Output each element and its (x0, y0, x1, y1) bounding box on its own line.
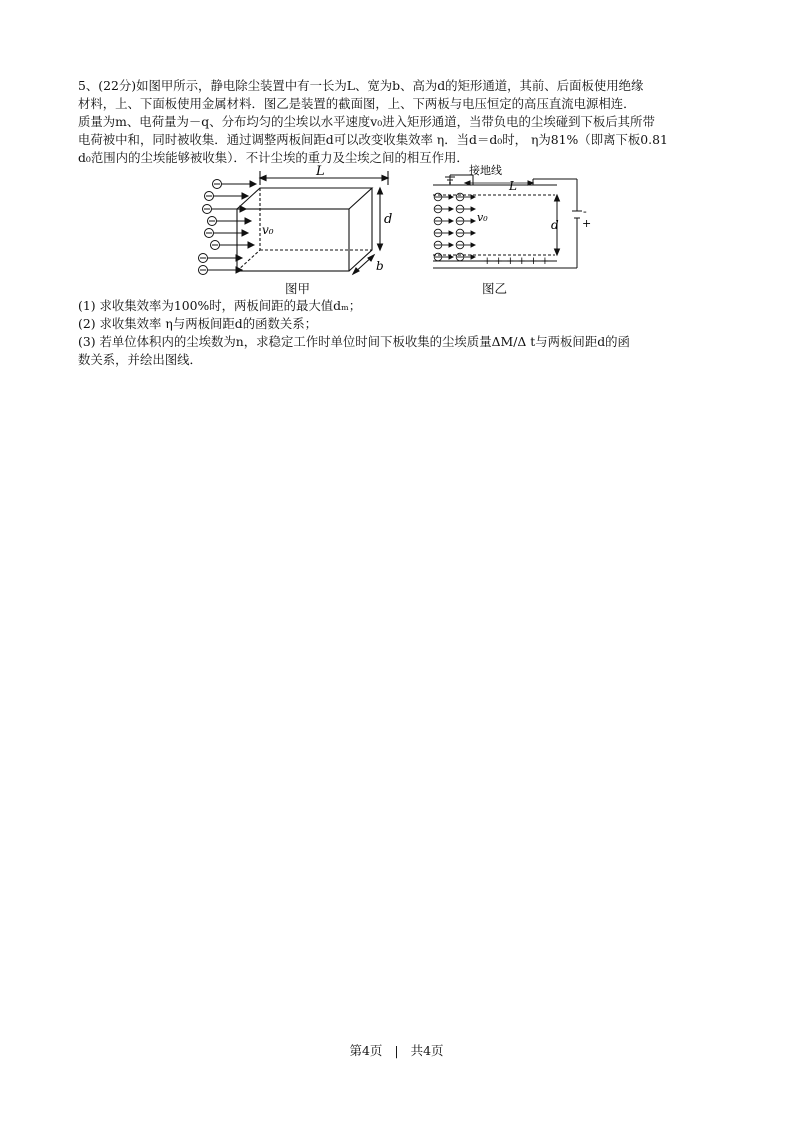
figure-jia-label-v0: v₀ (262, 223, 274, 237)
question-3-line-1: (3) 若单位体积内的尘埃数为n，求稳定工作时单位时间下板收集的尘埃质量ΔM/Δ t与两板间距d的函 (78, 334, 630, 349)
problem-line-1: 5、(22分)如图甲所示，静电除尘装置中有一长为L、宽为b、高为d的矩形通道，其前、后面板使用绝缘 (78, 78, 644, 93)
yi-particle-row-3 (434, 217, 475, 225)
figure-yi-drawing (425, 163, 605, 275)
figure-jia-label-L: L (316, 165, 325, 179)
particle-row-1 (213, 180, 257, 189)
question-3-line-2: 数关系，并绘出图线． (78, 352, 202, 367)
figure-jia-label-b: b (376, 259, 384, 273)
page-footer (0, 1041, 793, 1059)
figure-yi-label-v0: v₀ (477, 211, 488, 224)
particle-row-4 (208, 217, 252, 226)
problem-line-3: 质量为m、电荷量为－q、分布均匀的尘埃以水平速度v₀进入矩形通道，当带负电的尘埃碰到下板后其所带 (78, 114, 655, 129)
figure-jia-drawing (190, 165, 410, 285)
problem-line-5: d₀范围内的尘埃能够被收集）．不计尘埃的重力及尘埃之间的相互作用． (78, 150, 469, 165)
question-1: (1) 求收集效率为100%时，两板间距的最大值dₘ； (78, 298, 362, 313)
figure-yi-label-plus: + (582, 217, 592, 230)
figure-jia-label-d: d (384, 212, 393, 227)
box-front-face (237, 209, 349, 271)
yi-particle-row-6 (434, 253, 475, 261)
problem-line-4: 电荷被中和，同时被收集．通过调整两板间距d可以改变收集效率 η．当d＝d₀时， η为81%（即离下板0.81 (78, 132, 668, 147)
question-2: (2) 求收集效率 η与两板间距d的函数关系； (78, 316, 318, 331)
particle-row-7 (199, 254, 243, 263)
figure-yi-label-ground: 接地线 (469, 164, 502, 177)
page-total: 共4页 (410, 1043, 444, 1058)
figure-yi-label-minus: - (583, 205, 587, 218)
figure-yi-bottom-charges: + + + + + + (483, 256, 550, 267)
figure-jia-caption: 图甲 (285, 281, 311, 296)
particle-row-2 (205, 192, 249, 201)
figure-jia (190, 165, 410, 289)
figure-yi (425, 163, 605, 279)
page-current: 第4页 (349, 1043, 383, 1058)
figure-yi-caption: 图乙 (482, 281, 508, 296)
particle-row-5 (205, 229, 249, 238)
yi-particle-row-5 (434, 241, 475, 249)
yi-particle-row-2 (434, 205, 475, 213)
particle-row-6 (211, 241, 255, 250)
yi-particle-row-1 (434, 193, 475, 201)
particle-row-8 (199, 266, 243, 275)
problem-line-2: 材料，上、下面板使用金属材料．图乙是装置的截面图，上、下两板与电压恒定的高压直流电源相连． (78, 96, 636, 111)
figure-yi-label-d: d (551, 218, 559, 232)
yi-particle-row-4 (434, 229, 475, 237)
figure-yi-label-L: L (509, 179, 517, 193)
page-separator: | (394, 1043, 399, 1058)
